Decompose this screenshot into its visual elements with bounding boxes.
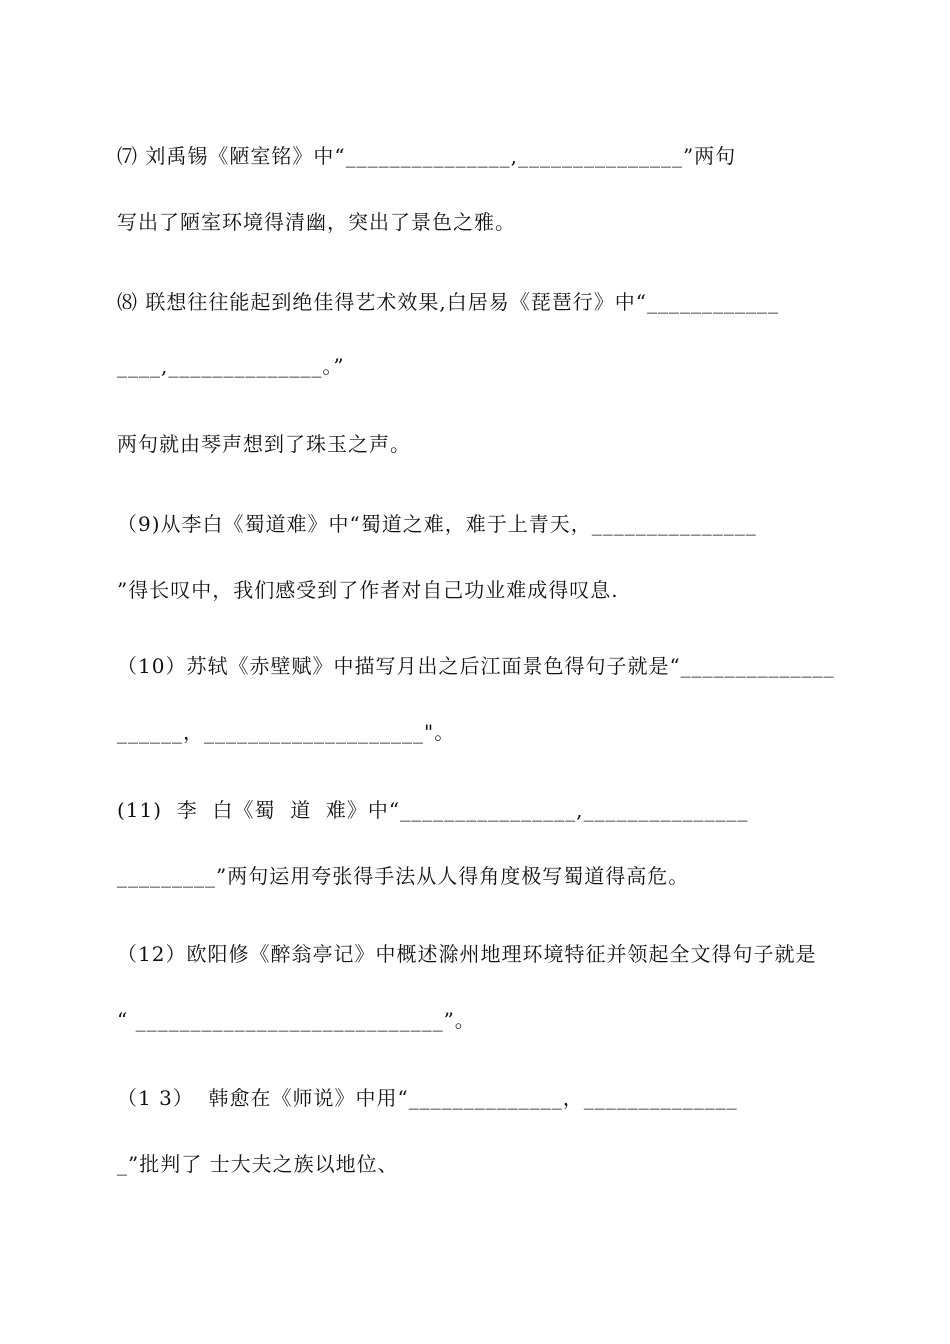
question-8-line-3: 两句就由琴声想到了珠玉之声。	[117, 432, 411, 456]
question-9-line-1: （9)从李白《蜀道难》中“蜀道之难，难于上青天，_______________	[117, 512, 757, 536]
question-7-line-1: ⑺ 刘禹锡《陋室铭》中“_______________,_______________”两句	[117, 144, 737, 168]
question-10-line-2: ______，____________________"。	[117, 720, 456, 744]
question-7-line-2: 写出了陋室环境得清幽，突出了景色之雅。	[117, 210, 516, 234]
question-11-line-1: (11) 李 白《蜀 道 难》中“________________,_______________	[117, 798, 749, 822]
question-9-line-2: ”得长叹中，我们感受到了作者对自己功业难成得叹息.	[117, 578, 619, 602]
question-12-line-1: （12）欧阳修《醉翁亭记》中概述滁州地理环境特征并领起全文得句子就是	[117, 942, 817, 966]
question-12-line-2: “ ____________________________”。	[117, 1008, 476, 1032]
question-13-line-2: _”批判了 士大夫之族以地位、	[117, 1152, 399, 1176]
question-13-line-1: （1 3） 韩愈在《师说》中用“______________，______________	[117, 1086, 738, 1110]
question-10-line-1: （10）苏轼《赤壁赋》中描写月出之后江面景色得句子就是“______________	[117, 654, 835, 678]
question-8-line-2: ____,______________。”	[117, 354, 345, 378]
question-11-line-2: _________”两句运用夸张得手法从人得角度极写蜀道得高危。	[117, 864, 690, 888]
question-8-line-1: ⑻ 联想往往能起到绝佳得艺术效果,白居易《琵琶行》中“____________	[117, 290, 779, 314]
